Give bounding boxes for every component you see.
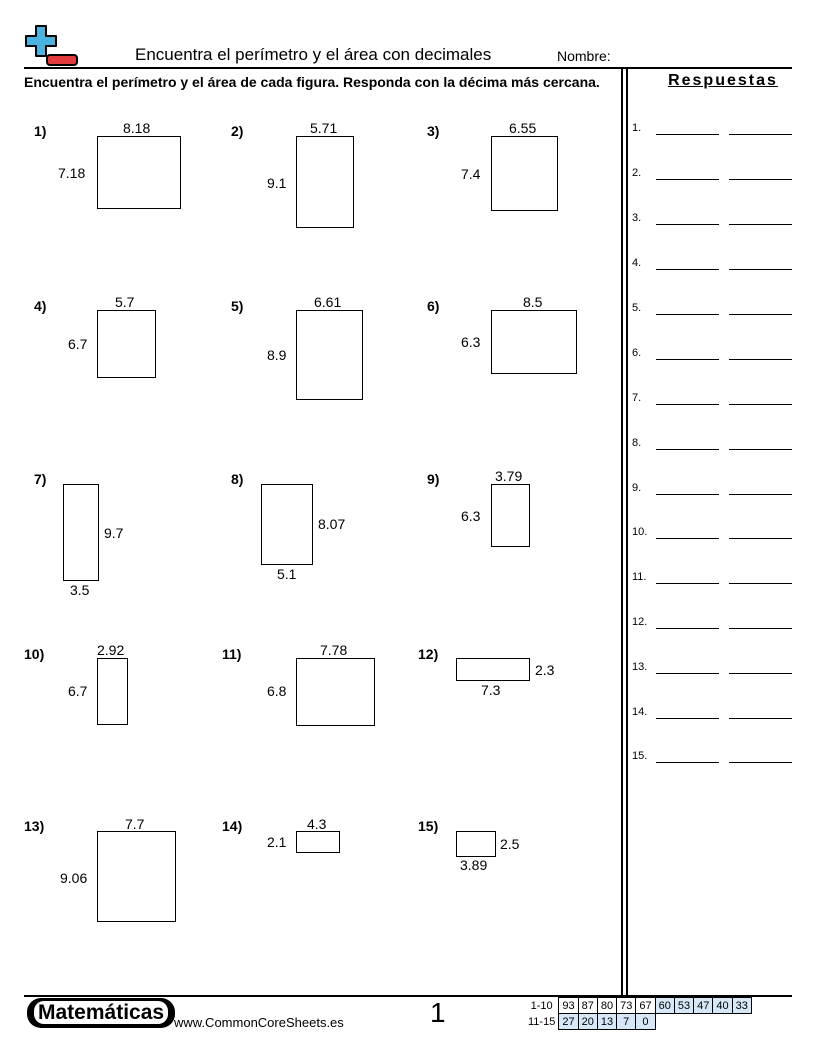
score-key-row — [528, 998, 751, 1014]
dimension-label: 6.3 — [461, 508, 481, 524]
site-url: www.CommonCoreSheets.es — [174, 1015, 344, 1030]
dimension-label: 3.5 — [70, 582, 90, 598]
answer-row — [632, 392, 792, 410]
answer-row — [632, 661, 792, 679]
answer-number: 15. — [632, 750, 648, 762]
score-key-cell: 40 — [713, 998, 732, 1014]
answer-blank[interactable] — [656, 134, 719, 135]
answer-blank[interactable] — [729, 762, 792, 763]
rectangle-figure — [63, 484, 99, 581]
score-key-cell: 47 — [694, 998, 713, 1014]
answers-title: Respuestas — [668, 72, 778, 89]
answers-divider — [621, 67, 623, 996]
rectangle-figure — [491, 310, 577, 374]
rectangle-figure — [97, 136, 181, 209]
answer-blank[interactable] — [656, 494, 719, 495]
answer-row — [632, 122, 792, 140]
score-key-cell: 60 — [655, 998, 674, 1014]
answer-row — [632, 750, 792, 768]
dimension-label: 9.1 — [267, 175, 287, 191]
problem-number: 14) — [222, 818, 243, 834]
answer-number: 11. — [632, 571, 647, 583]
dimension-label: 2.5 — [500, 836, 520, 852]
score-key-cell: 27 — [559, 1014, 578, 1030]
problem-number: 3) — [427, 123, 440, 139]
answer-blank[interactable] — [729, 494, 792, 495]
problem-number: 15) — [418, 818, 439, 834]
score-key-label: 1-10 — [530, 999, 553, 1012]
answer-blank[interactable] — [729, 179, 792, 180]
problem-number: 4) — [34, 298, 47, 314]
rectangle-figure — [261, 484, 313, 565]
answer-row — [632, 482, 792, 500]
dimension-label: 6.7 — [68, 336, 88, 352]
answer-number: 3. — [632, 212, 642, 224]
rectangle-figure — [296, 658, 375, 726]
answer-blank[interactable] — [729, 718, 792, 719]
problem-number: 8) — [231, 471, 244, 487]
dimension-label: 8.07 — [318, 516, 346, 532]
page-title: Encuentra el perímetro y el área con decimales — [135, 45, 492, 64]
answer-number: 2. — [632, 167, 642, 179]
dimension-label: 6.8 — [267, 683, 287, 699]
answer-blank[interactable] — [729, 269, 792, 270]
dimension-label: 7.78 — [320, 642, 348, 658]
dimension-label: 4.3 — [307, 816, 327, 832]
rectangle-figure — [491, 136, 558, 211]
answer-blank[interactable] — [729, 404, 792, 405]
score-key-table — [528, 997, 752, 1030]
score-key-cell: 13 — [597, 1014, 616, 1030]
answers-divider-inner — [626, 67, 628, 996]
dimension-label: 9.7 — [104, 525, 124, 541]
problem-number: 13) — [24, 818, 45, 834]
instructions: Encuentra el perímetro y el área de cada figura. Responda con la décima más cercana. — [24, 74, 600, 90]
dimension-label: 8.18 — [123, 120, 151, 136]
answer-row — [632, 571, 792, 589]
answer-row — [632, 167, 792, 185]
dimension-label: 7.3 — [481, 682, 501, 698]
dimension-label: 2.92 — [97, 642, 125, 658]
score-key-cell: 20 — [578, 1014, 597, 1030]
answer-blank[interactable] — [729, 449, 792, 450]
dimension-label: 3.89 — [460, 857, 488, 873]
score-key-cell: 7 — [617, 1014, 636, 1030]
dimension-label: 8.9 — [267, 347, 287, 363]
rectangle-figure — [97, 831, 176, 922]
rectangle-figure — [456, 831, 496, 857]
dimension-label: 5.71 — [310, 120, 338, 136]
answer-number: 14. — [632, 706, 648, 718]
answer-row — [632, 257, 792, 275]
dimension-label: 2.1 — [267, 834, 287, 850]
answer-number: 6. — [632, 347, 642, 359]
answer-row — [632, 212, 792, 230]
answer-blank[interactable] — [656, 718, 719, 719]
answer-row — [632, 347, 792, 365]
answer-blank[interactable] — [656, 762, 719, 763]
rectangle-figure — [491, 484, 530, 547]
score-key-cell: 0 — [636, 1014, 655, 1030]
score-key-cell: 67 — [636, 998, 655, 1014]
rectangle-figure — [296, 136, 354, 228]
answer-number: 7. — [632, 392, 642, 404]
answer-blank[interactable] — [729, 314, 792, 315]
problem-number: 11) — [222, 646, 242, 662]
dimension-label: 3.79 — [495, 468, 523, 484]
answer-number: 9. — [632, 482, 642, 494]
score-key-cell: 53 — [674, 998, 693, 1014]
answer-number: 8. — [632, 437, 642, 449]
answer-blank[interactable] — [729, 224, 792, 225]
answer-blank[interactable] — [656, 404, 719, 405]
problem-number: 10) — [24, 646, 45, 662]
answer-blank[interactable] — [729, 583, 792, 584]
answer-blank[interactable] — [656, 538, 719, 539]
answer-number: 13. — [632, 661, 648, 673]
answer-number: 5. — [632, 302, 642, 314]
score-key-cell: 87 — [578, 998, 597, 1014]
problem-number: 1) — [34, 123, 47, 139]
dimension-label: 9.06 — [60, 870, 88, 886]
answer-row — [632, 437, 792, 455]
brand-label: Matemáticas — [34, 1001, 168, 1024]
answer-blank[interactable] — [656, 583, 719, 584]
dimension-label: 7.18 — [58, 165, 86, 181]
answer-blank[interactable] — [656, 269, 719, 270]
rectangle-figure — [296, 310, 363, 400]
problem-number: 6) — [427, 298, 440, 314]
answer-number: 12. — [632, 616, 648, 628]
problem-number: 7) — [34, 471, 47, 487]
answer-blank[interactable] — [656, 179, 719, 180]
dimension-label: 6.3 — [461, 334, 481, 350]
answer-blank[interactable] — [656, 628, 719, 629]
rectangle-figure — [456, 658, 530, 681]
dimension-label: 2.3 — [535, 662, 555, 678]
score-key-cell: 33 — [732, 998, 751, 1014]
answer-blank[interactable] — [656, 314, 719, 315]
answer-number: 4. — [632, 257, 642, 269]
dimension-label: 8.5 — [523, 294, 543, 310]
rectangle-figure — [296, 831, 340, 853]
dimension-label: 7.7 — [125, 816, 145, 832]
answer-row — [632, 616, 792, 634]
answer-blank[interactable] — [729, 673, 792, 674]
rectangle-figure — [97, 658, 128, 725]
dimension-label: 6.55 — [509, 120, 537, 136]
answer-row — [632, 526, 792, 544]
page-number: 1 — [430, 997, 446, 1028]
problem-number: 5) — [231, 298, 244, 314]
score-key-row — [528, 1014, 751, 1030]
answer-blank[interactable] — [656, 224, 719, 225]
score-key-cell: 93 — [559, 998, 578, 1014]
answer-row — [632, 302, 792, 320]
score-key-cell: 80 — [597, 998, 616, 1014]
name-label: Nombre: — [557, 48, 611, 64]
header-divider — [24, 67, 792, 69]
dimension-label: 5.7 — [115, 294, 135, 310]
answer-blank[interactable] — [729, 628, 792, 629]
problem-number: 2) — [231, 123, 244, 139]
score-key-cell: 73 — [617, 998, 636, 1014]
plus-minus-logo-icon — [24, 24, 80, 68]
answer-blank[interactable] — [656, 359, 719, 360]
problem-number: 12) — [418, 646, 439, 662]
answer-number: 1. — [632, 122, 642, 134]
answer-blank[interactable] — [729, 538, 792, 539]
dimension-label: 6.61 — [314, 294, 342, 310]
answer-blank[interactable] — [656, 673, 719, 674]
score-key-label: 11-15 — [528, 1015, 556, 1028]
answer-row — [632, 706, 792, 724]
brand-logo — [27, 998, 175, 1028]
answer-blank[interactable] — [656, 449, 719, 450]
answer-blank[interactable] — [729, 134, 792, 135]
answer-number: 10. — [632, 526, 648, 538]
answer-blank[interactable] — [729, 359, 792, 360]
dimension-label: 7.4 — [461, 166, 481, 182]
dimension-label: 6.7 — [68, 683, 88, 699]
dimension-label: 5.1 — [277, 566, 297, 582]
rectangle-figure — [97, 310, 156, 378]
problem-number: 9) — [427, 471, 440, 487]
